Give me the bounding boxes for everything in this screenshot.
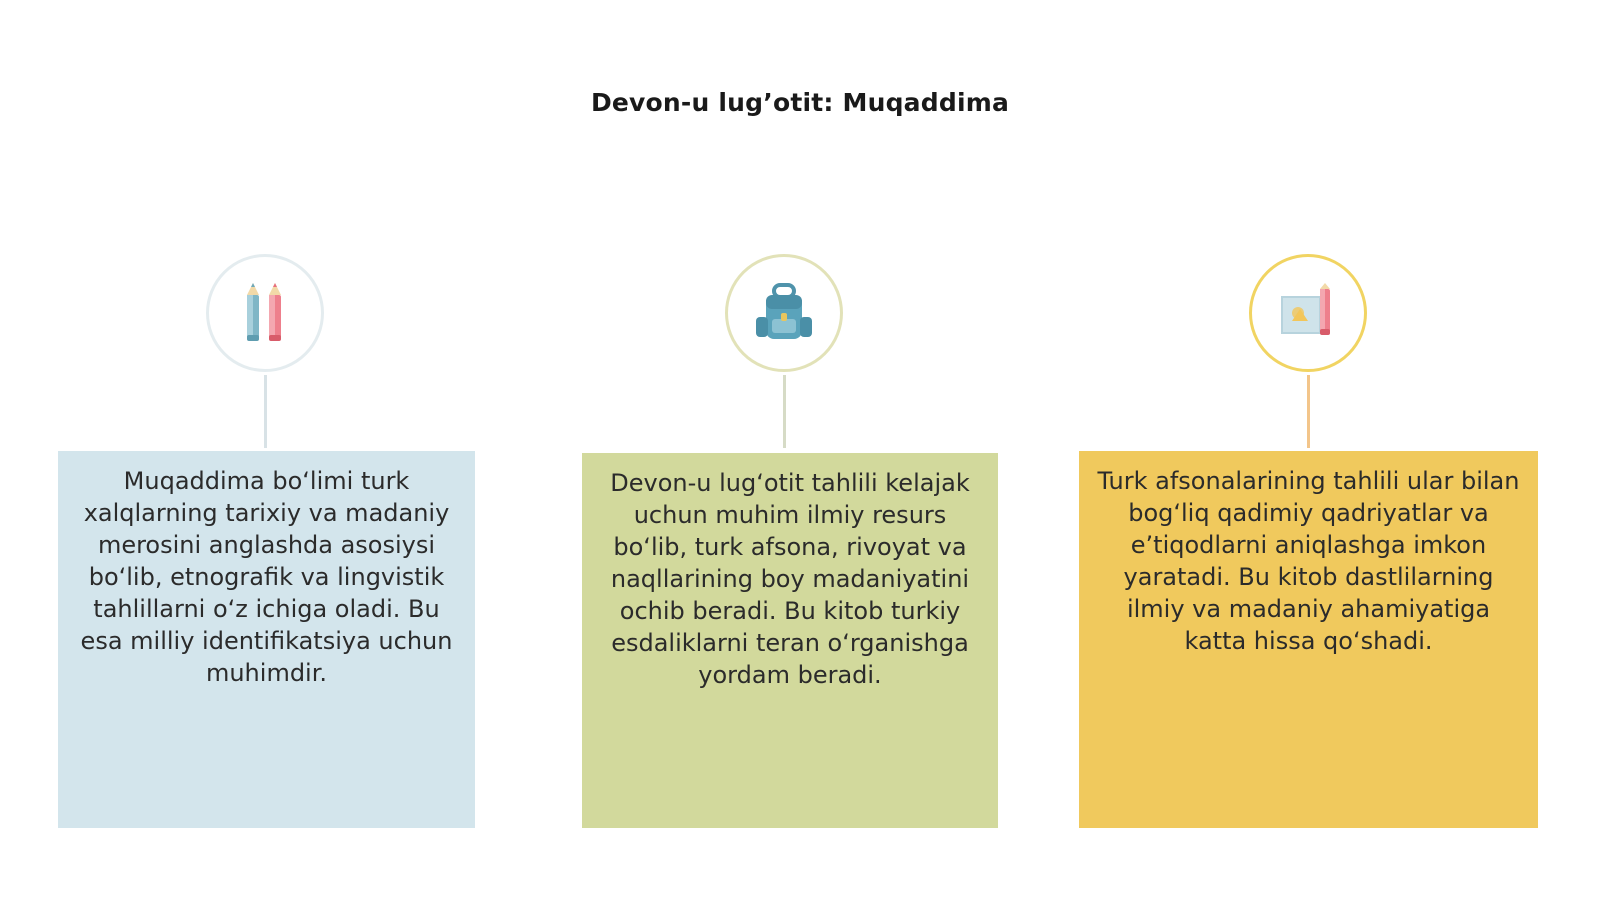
icon-circle-3 <box>1249 254 1367 372</box>
info-card-2 <box>582 453 998 828</box>
icon-circle-2 <box>725 254 843 372</box>
pencils-icon <box>237 281 293 345</box>
drawing-board-icon <box>1278 283 1338 343</box>
connector-line-3 <box>1307 375 1310 448</box>
info-card-text-1: Muqaddima bo‘limi turk xalqlarning tarixiy va madaniy merosini anglashda asosiysi bo‘lib, etnografik va lingvistik tahlillarni o‘z ichiga oladi. Bu esa milliy identifikatsiya uchun muhimdir. <box>80 467 453 687</box>
page-title: Devon-u lug’otit: Muqaddima <box>590 88 1010 117</box>
info-card-text-3: Turk afsonalarining tahlili ular bilan bog‘liq qadimiy qadriyatlar va e’tiqodlarni aniqlashga imkon yaratadi. Bu kitob dastlilarning ilmiy va madaniy ahamiyatiga katta hissa qo‘shadi. <box>1097 467 1520 655</box>
info-card-1 <box>58 451 475 828</box>
connector-line-1 <box>264 375 267 448</box>
icon-circle-1 <box>206 254 324 372</box>
connector-line-2 <box>783 375 786 448</box>
info-card-3 <box>1079 451 1538 828</box>
info-card-text-2: Devon-u lug‘otit tahlili kelajak uchun muhim ilmiy resurs bo‘lib, turk afsona, rivoyat va naqllarining boy madaniyatini ochib beradi. Bu kitob turkiy esdaliklarni teran o‘rganishga yordam beradi. <box>610 469 970 689</box>
backpack-icon <box>754 283 814 343</box>
